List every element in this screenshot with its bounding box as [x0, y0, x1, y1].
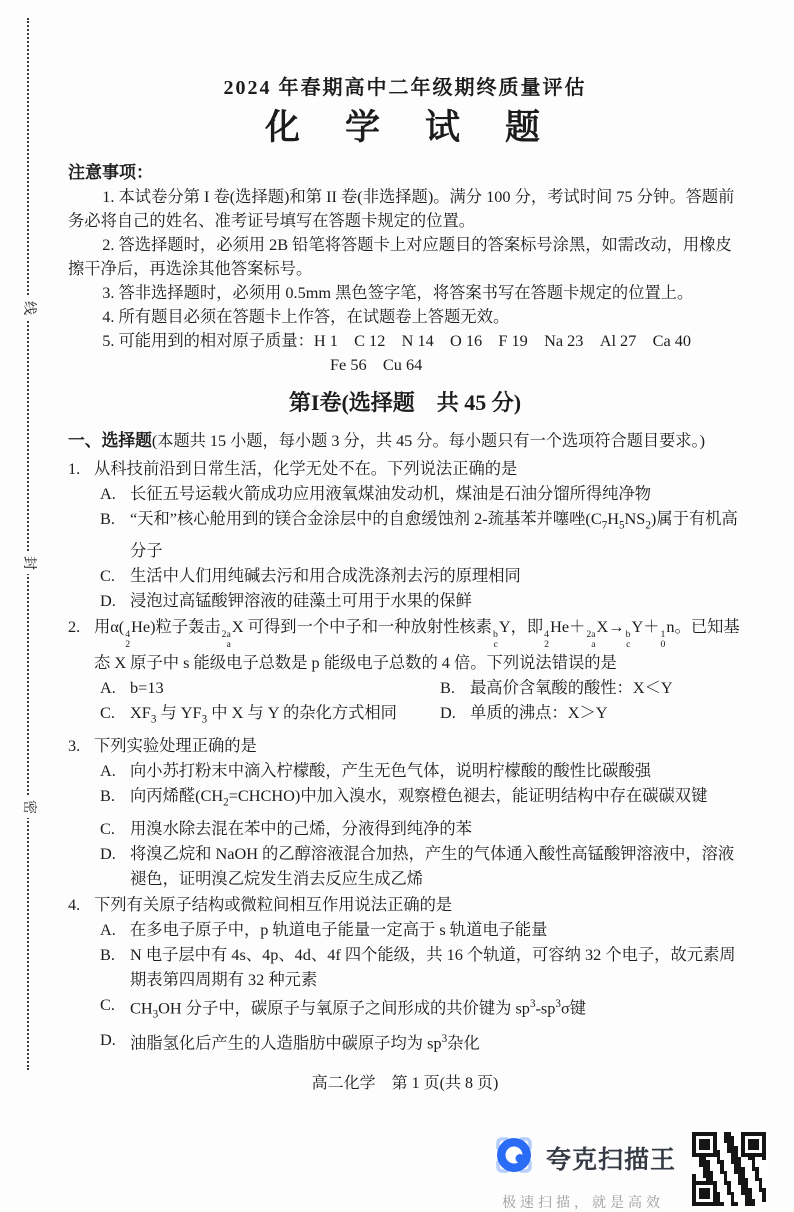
instruction-rest: (本题共 15 小题，每小题 3 分，共 45 分。每小题只有一个选项符合题目要求。): [151, 432, 705, 450]
option-text: 向丙烯醛$(CH_2=CHCHO)$中加入溴水，观察橙色褪去，能证明结构中存在碳碳双键: [130, 786, 708, 809]
seal-char-mi: 密: [18, 796, 38, 818]
option-label: A.: [100, 761, 116, 781]
question-1-option-b: [94, 506, 742, 563]
question-2-option-a: [100, 675, 440, 700]
notice-item-5: 5. 可能用到的相对原子质量：H 1 C 12 N 14 O 16 F 19 Na 23 Al 27 Ca 40: [102, 331, 692, 350]
question-4-option-d: [94, 1027, 742, 1055]
option-text: 浸泡过高锰酸钾溶液的硅藻土可用于水果的保鲜: [130, 591, 472, 611]
option-text: 油脂氢化后产生的人造脂肪中碳原子均为 $sp^3$杂化: [130, 1033, 480, 1053]
notice-item-1: 1. 本试卷分第 I 卷(选择题)和第 II 卷(非选择题)。满分 100 分，考试时间 75 分钟。答题前务必将自己的姓名、准考证号填写在答题卡规定的位置。: [68, 187, 735, 230]
option-text: 将溴乙烷和 NaOH 的乙醇溶液混合加热，产生的气体通入酸性高锰酸钾溶液中，溶液褪色，证明溴乙烷发生消去反应生成乙烯: [130, 843, 735, 888]
option-label: C.: [100, 566, 115, 586]
question-1: [68, 456, 742, 613]
exam-title: 化 学 试 题: [264, 108, 545, 147]
question-4-option-c: [94, 992, 742, 1028]
notice-item-5-cont: Fe 56 Cu 64: [330, 355, 423, 374]
option-text: $XF_3$ 与 $YF_3$ 中 X 与 Y 的杂化方式相同: [130, 703, 397, 726]
option-text: 在多电子原子中，p 轨道电子能量一定高于 s 轨道电子能量: [130, 919, 548, 939]
seal-char-xian: 线: [18, 297, 38, 319]
question-3-option-b: [94, 783, 742, 815]
option-text: 用溴水除去混在苯中的己烯，分液得到纯净的苯: [130, 818, 472, 838]
question-1-option-c: [94, 563, 742, 588]
option-label: D.: [100, 1030, 116, 1050]
question-1-option-a: [94, 481, 742, 506]
section-1-header: 第I卷(选择题 共 45 分): [288, 390, 522, 415]
option-text: $CH_3OH$ 分子中，碳原子与氧原子之间形成的共价键为 $sp^3-sp^3\sigma$键: [130, 997, 586, 1021]
option-label: A.: [100, 484, 116, 503]
scanner-slogan: 极速扫描，就是高效: [502, 1194, 664, 1210]
seal-char-feng: 封: [18, 552, 38, 574]
option-text: 最高价含氧酸的酸性：X＜Y: [470, 678, 673, 698]
option-label: D.: [100, 843, 116, 863]
exam-subtitle: 2024 年春期高中二年级期终质量评估: [223, 77, 587, 99]
exam-page: [68, 74, 742, 1096]
question-3: [68, 733, 742, 890]
question-4-stem: 下列有关原子结构或微粒间相互作用说法正确的是: [94, 894, 453, 914]
notice-heading: 注意事项：: [68, 163, 153, 182]
option-label: C.: [100, 818, 115, 838]
question-4-number: 4.: [68, 894, 81, 914]
question-4-option-b: [94, 942, 742, 992]
question-1-number: 1.: [68, 459, 81, 478]
page-number: 高二化学 第 1 页(共 8 页): [311, 1074, 499, 1092]
question-4: [68, 892, 742, 1056]
option-label: C.: [100, 994, 115, 1014]
option-text: 向小苏打粉末中滴入柠檬酸，产生无色气体，说明柠檬酸的酸性比碳酸强: [130, 761, 652, 781]
instruction-prefix: 一、选择题: [68, 431, 152, 450]
question-4-option-a: [94, 917, 742, 942]
option-text: “天和”核心舱用到的镁合金涂层中的自愈缓蚀剂 2-巯基苯并噻唑$(C_7H_5NS_2)$属于有机高分子: [130, 509, 738, 561]
question-3-option-c: [94, 816, 742, 841]
question-2-stem: 用α( 4 2 He)粒子轰击 2a a X 可得到一个中子和一种放射性核素 b c Y，即 4 2 He＋ 2a a X→ b c Y＋ 1 0 n。已知基态 X 原子中 s 能级电子总数是 p 能级电子总数的 4 倍。下列说法错误的是: [94, 617, 740, 673]
question-2: [68, 614, 742, 732]
option-text: N 电子层中有 4s、4p、4d、4f 四个能级，共 16 个轨道，可容纳 32 个电子，故元素周期表第四周期有 32 种元素: [130, 944, 736, 989]
scanner-watermark: [487, 1131, 769, 1212]
seal-dotted-line: [27, 18, 29, 1070]
quark-scan-logo-icon: [490, 1131, 538, 1184]
question-1-option-d: [94, 588, 742, 613]
qr-code: [691, 1131, 769, 1209]
question-3-stem: 下列实验处理正确的是: [94, 736, 257, 756]
option-text: 长征五号运载火箭成功应用液氧煤油发动机，煤油是石油分馏所得纯净物: [130, 484, 652, 503]
option-label: B.: [100, 944, 115, 964]
option-label: D.: [440, 703, 456, 723]
option-label: B.: [440, 678, 455, 698]
option-text: b=13: [130, 678, 164, 698]
option-label: A.: [100, 678, 116, 698]
question-3-option-a: [94, 758, 742, 783]
question-2-option-b: [440, 675, 742, 700]
question-2-option-d: [440, 700, 742, 732]
scanner-app-name: 夸克扫描王: [545, 1145, 676, 1174]
option-text: 生活中人们用纯碱去污和用合成洗涤剂去污的原理相同: [130, 566, 521, 586]
question-3-option-d: [94, 841, 742, 891]
question-3-number: 3.: [68, 736, 81, 756]
option-label: A.: [100, 919, 116, 939]
notice-item-3: 3. 答非选择题时，必须用 0.5mm 黑色签字笔，将答案书写在答题卡规定的位置上。: [102, 283, 694, 302]
section-1-instruction: [68, 427, 742, 455]
option-text: 单质的沸点：X＞Y: [470, 703, 608, 723]
question-2-number: 2.: [68, 617, 81, 637]
option-label: B.: [100, 509, 115, 528]
option-label: B.: [100, 786, 115, 806]
notice-item-4: 4. 所有题目必须在答题卡上作答，在试题卷上答题无效。: [102, 307, 510, 326]
notice-item-2: 2. 答选择题时，必须用 2B 铅笔将答题卡上对应题目的答案标号涂黑，如需改动，用橡皮擦干净后，再选涂其他答案标号。: [68, 235, 732, 278]
question-2-option-c: [100, 700, 440, 732]
option-label: D.: [100, 591, 116, 611]
option-label: C.: [100, 703, 115, 723]
question-1-stem: 从科技前沿到日常生活，化学无处不在。下列说法正确的是: [94, 459, 518, 478]
